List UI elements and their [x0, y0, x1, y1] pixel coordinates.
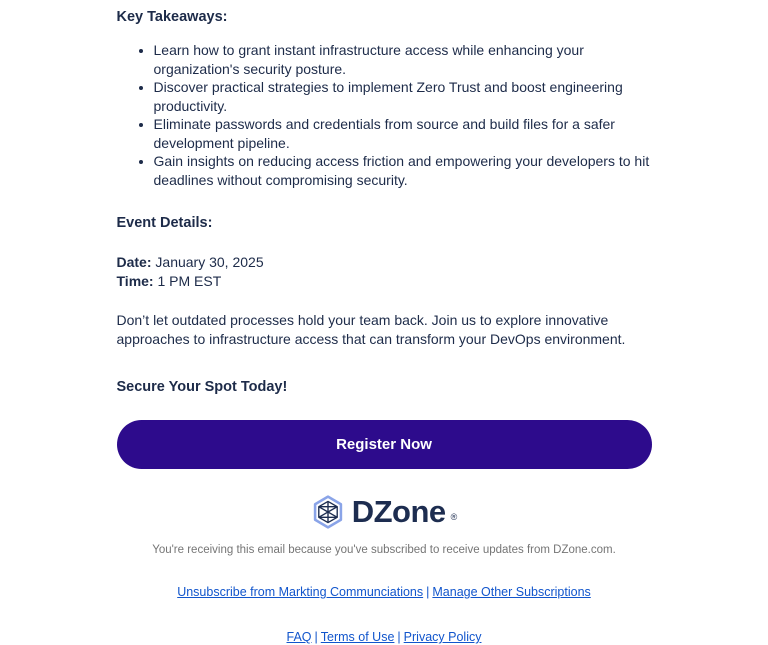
date-label: Date:: [116, 254, 152, 270]
link-separator: |: [397, 630, 401, 644]
unsubscribe-link[interactable]: Unsubscribe from Markting Communciations: [177, 585, 424, 599]
faq-link[interactable]: FAQ: [286, 630, 312, 644]
dzone-wordmark: DZone: [351, 494, 446, 529]
email-body: [117, 0, 652, 645]
dzone-hexagon-icon: [311, 494, 345, 530]
key-takeaways-list: [117, 41, 652, 189]
event-time-line: [117, 272, 652, 291]
register-now-button[interactable]: Register Now: [117, 420, 652, 469]
event-date-line: [117, 253, 652, 272]
cta-heading: Secure Your Spot Today!: [116, 379, 288, 395]
dzone-logo[interactable]: [117, 494, 652, 530]
event-details-heading: Event Details:: [116, 215, 213, 231]
event-meta: [117, 253, 652, 290]
link-separator: |: [314, 630, 318, 644]
privacy-policy-link[interactable]: Privacy Policy: [403, 630, 482, 644]
date-value: January 30, 2025: [155, 254, 264, 270]
time-value: 1 PM EST: [157, 272, 222, 289]
list-item: • Eliminate passwords and credentials from source and build files for a safer development pipeline.: [154, 115, 652, 152]
terms-of-use-link[interactable]: Terms of Use: [320, 630, 395, 644]
list-item: • Gain insights on reducing access friction and empowering your developers to hit deadlines without compromising security.: [154, 152, 652, 189]
list-item: • Learn how to grant instant infrastructure access while enhancing your organization's security posture.: [154, 41, 652, 78]
footer-links-row-1: [117, 585, 652, 600]
closing-paragraph: Don’t let outdated processes hold your team back. Join us to explore innovative approaches to infrastructure access that can transform your DevOps environment.: [116, 312, 626, 347]
footer-links-row-2: [117, 630, 652, 645]
link-separator: |: [426, 585, 430, 599]
registered-mark: ®: [450, 511, 458, 522]
manage-subscriptions-link[interactable]: Manage Other Subscriptions: [432, 585, 591, 599]
subscription-note: You're receiving this email because you've subscribed to receive updates from DZone.com.: [152, 544, 616, 556]
list-item: • Discover practical strategies to implement Zero Trust and boost engineering productivity.: [154, 78, 652, 115]
time-label: Time:: [116, 272, 154, 289]
key-takeaways-heading: Key Takeaways:: [116, 9, 228, 25]
